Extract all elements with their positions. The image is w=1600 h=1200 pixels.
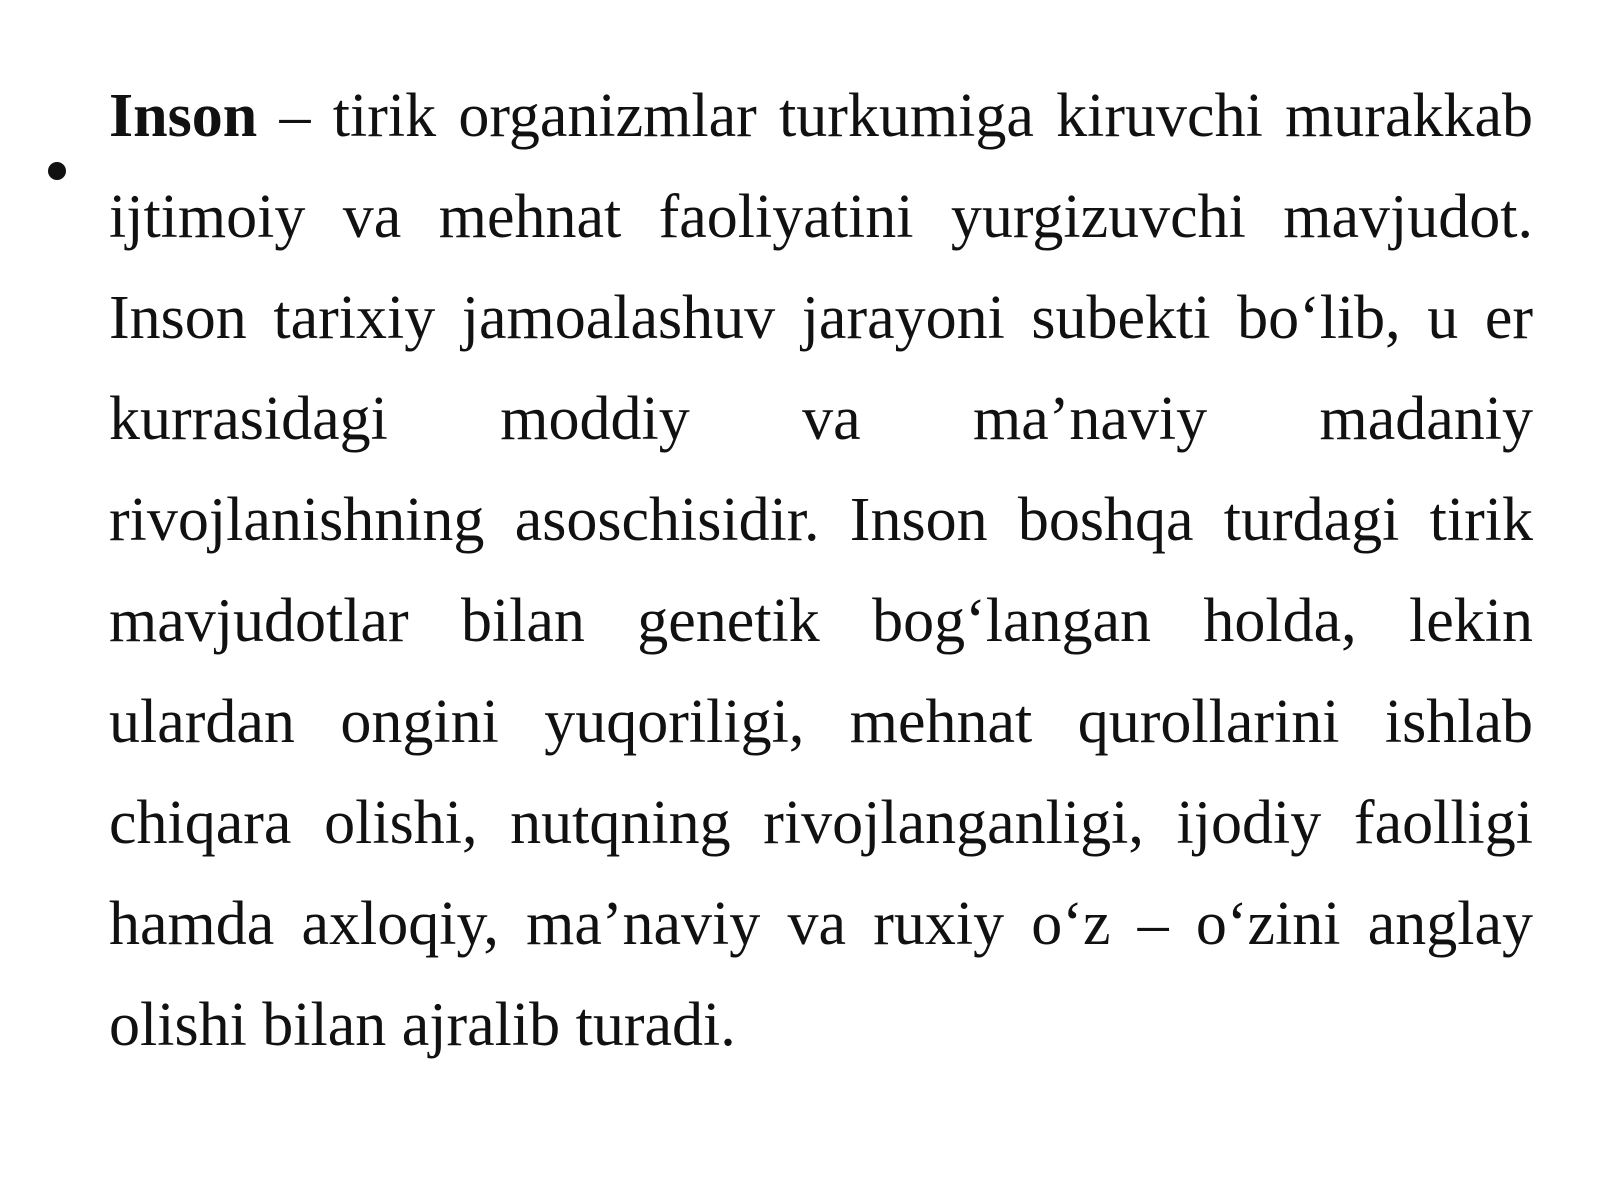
- bullet-paragraph: [109, 66, 1533, 1076]
- term-heading: Inson: [109, 82, 258, 150]
- bullet-icon: [48, 162, 66, 180]
- definition-text: – tirik organizmlar turkumiga kiruvchi murakkab ijtimoiy va mehnat faoliyatini yurgizuvchi mavjudot. Inson tarixiy jamoalashuv jarayoni subekti bo‘lib, u er kurrasidagi moddiy va ma’naviy madaniy rivojlanishning asoschisidir. Inson boshqa turdagi tirik mavjudotlar bilan genetik bog‘langan holda, lekin ulardan ongini yuqoriligi, mehnat qurollarini ishlab chiqara olishi, nutqning rivojlanganligi, ijodiy faolligi hamda axloqiy, ma’naviy va ruxiy o‘z – o‘zini anglay olishi bilan ajralib turadi.: [109, 82, 1533, 1059]
